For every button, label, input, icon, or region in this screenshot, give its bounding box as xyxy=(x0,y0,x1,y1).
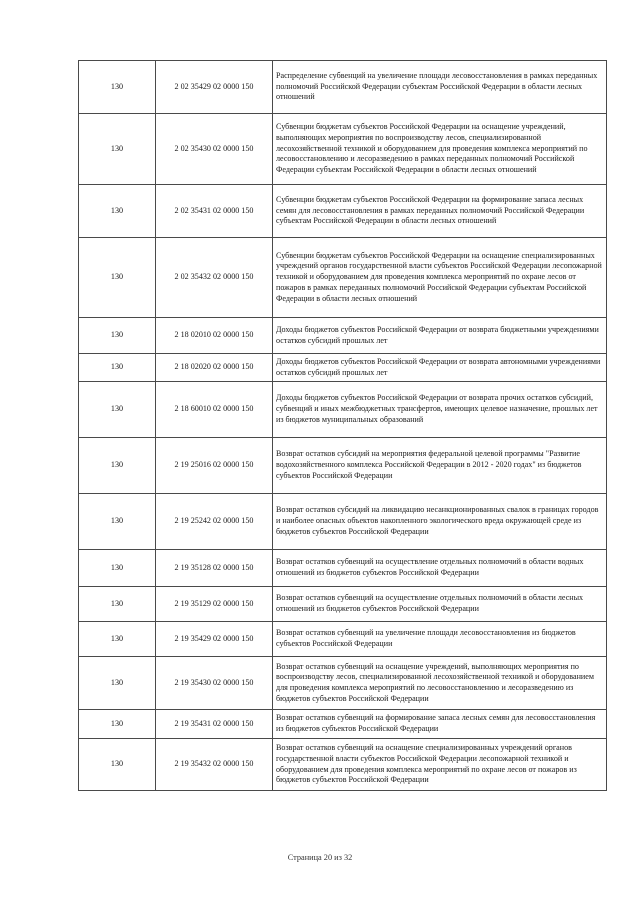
admin-code-cell: 130 xyxy=(79,494,156,550)
budget-code-cell: 2 18 60010 02 0000 150 xyxy=(156,382,273,438)
table-row xyxy=(79,61,607,114)
admin-code-cell: 130 xyxy=(79,114,156,185)
budget-code-cell: 2 19 25242 02 0000 150 xyxy=(156,494,273,550)
page-number: Страница 20 из 32 xyxy=(287,853,353,862)
description-cell: Возврат остатков субвенций на оснащение специализированных учреждений органов государственной власти субъектов Российской Федерации лесопожарной техникой и оборудованием для проведения комплекса мероприятий по охране лесов от пожаров из бюджетов субъектов Российской Федерации xyxy=(273,739,607,791)
budget-code-cell: 2 19 35430 02 0000 150 xyxy=(156,657,273,710)
table-row xyxy=(79,185,607,238)
budget-code-cell: 2 19 35429 02 0000 150 xyxy=(156,622,273,657)
budget-code-cell: 2 18 02010 02 0000 150 xyxy=(156,318,273,354)
admin-code-cell: 130 xyxy=(79,622,156,657)
description-cell: Доходы бюджетов субъектов Российской Федерации от возврата автономными учреждениями остатков субсидий прошлых лет xyxy=(273,354,607,382)
table-row xyxy=(79,318,607,354)
table-row xyxy=(79,710,607,739)
table-row xyxy=(79,550,607,587)
description-cell: Доходы бюджетов субъектов Российской Федерации от возврата бюджетными учреждениями остатков субсидий прошлых лет xyxy=(273,318,607,354)
description-cell: Возврат остатков субвенций на увеличение площади лесовосстановления из бюджетов субъектов Российской Федерации xyxy=(273,622,607,657)
description-cell: Возврат остатков субвенций на осуществление отдельных полномочий в области лесных отношений из бюджетов субъектов Российской Федерации xyxy=(273,587,607,622)
description-cell: Возврат остатков субсидий на ликвидацию несанкционированных свалок в границах городов и наиболее опасных объектов накопленного экологического вреда окружающей среде из бюджетов субъектов Российской Федерации xyxy=(273,494,607,550)
admin-code-cell: 130 xyxy=(79,238,156,318)
budget-codes-table xyxy=(78,60,607,791)
budget-code-cell: 2 19 35129 02 0000 150 xyxy=(156,587,273,622)
admin-code-cell: 130 xyxy=(79,61,156,114)
budget-code-cell: 2 02 35431 02 0000 150 xyxy=(156,185,273,238)
table-row xyxy=(79,438,607,494)
table-row xyxy=(79,587,607,622)
description-cell: Возврат остатков субсидий на мероприятия федеральной целевой программы "Развитие водохозяйственного комплекса Российской Федерации в 2012 - 2020 годах" из бюджетов субъектов Российской Федерации xyxy=(273,438,607,494)
table-row xyxy=(79,382,607,438)
table-row xyxy=(79,354,607,382)
budget-code-cell: 2 19 25016 02 0000 150 xyxy=(156,438,273,494)
budget-code-cell: 2 19 35431 02 0000 150 xyxy=(156,710,273,739)
budget-code-cell: 2 02 35432 02 0000 150 xyxy=(156,238,273,318)
budget-code-cell: 2 18 02020 02 0000 150 xyxy=(156,354,273,382)
admin-code-cell: 130 xyxy=(79,587,156,622)
budget-code-cell: 2 02 35430 02 0000 150 xyxy=(156,114,273,185)
table-row xyxy=(79,657,607,710)
table-body xyxy=(79,61,607,791)
admin-code-cell: 130 xyxy=(79,318,156,354)
description-cell: Возврат остатков субвенций на формирование запаса лесных семян для лесовосстановления из бюджетов субъектов Российской Федерации xyxy=(273,710,607,739)
description-cell: Возврат остатков субвенций на осуществление отдельных полномочий в области водных отношений из бюджетов субъектов Российской Федерации xyxy=(273,550,607,587)
admin-code-cell: 130 xyxy=(79,354,156,382)
table-row xyxy=(79,622,607,657)
description-cell: Субвенции бюджетам субъектов Российской Федерации на оснащение специализированных учреждений органов государственной власти субъектов Российской Федерации лесопожарной техникой и оборудованием для проведения комплекса мероприятий по охране лесов от пожаров в рамках переданных полномочий Российской Федерации субъектам Российской Федерации в области лесных отношений xyxy=(273,238,607,318)
table-row xyxy=(79,739,607,791)
admin-code-cell: 130 xyxy=(79,438,156,494)
table-row xyxy=(79,494,607,550)
admin-code-cell: 130 xyxy=(79,710,156,739)
admin-code-cell: 130 xyxy=(79,382,156,438)
admin-code-cell: 130 xyxy=(79,550,156,587)
admin-code-cell: 130 xyxy=(79,185,156,238)
description-cell: Субвенции бюджетам субъектов Российской Федерации на формирование запаса лесных семян для лесовосстановления в рамках переданных полномочий Российской Федерации субъектам Российской Федерации в области лесных отношений xyxy=(273,185,607,238)
admin-code-cell: 130 xyxy=(79,657,156,710)
description-cell: Распределение субвенций на увеличение площади лесовосстановления в рамках переданных полномочий Российской Федерации субъектам Российской Федерации в области лесных отношений xyxy=(273,61,607,114)
description-cell: Субвенции бюджетам субъектов Российской Федерации на оснащение учреждений, выполняющих мероприятия по воспроизводству лесов, специализированной лесохозяйственной техникой и оборудованием для проведения комплекса мероприятий по лесовосстановлению и лесоразведению в рамках переданных полномочий Российской Федерации субъектам Российской Федерации в области лесных отношений xyxy=(273,114,607,185)
description-cell: Возврат остатков субвенций на оснащение учреждений, выполняющих мероприятия по воспроизводству лесов, специализированной лесохозяйственной техникой и оборудованием для проведения комплекса мероприятий по лесовосстановлению и лесоразведению из бюджетов субъектов Российской Федерации xyxy=(273,657,607,710)
budget-code-cell: 2 19 35432 02 0000 150 xyxy=(156,739,273,791)
table-row xyxy=(79,114,607,185)
admin-code-cell: 130 xyxy=(79,739,156,791)
budget-code-cell: 2 02 35429 02 0000 150 xyxy=(156,61,273,114)
description-cell: Доходы бюджетов субъектов Российской Федерации от возврата прочих остатков субсидий, субвенций и иных межбюджетных трансфертов, имеющих целевое назначение, прошлых лет из бюджетов муниципальных образований xyxy=(273,382,607,438)
table-row xyxy=(79,238,607,318)
budget-code-cell: 2 19 35128 02 0000 150 xyxy=(156,550,273,587)
